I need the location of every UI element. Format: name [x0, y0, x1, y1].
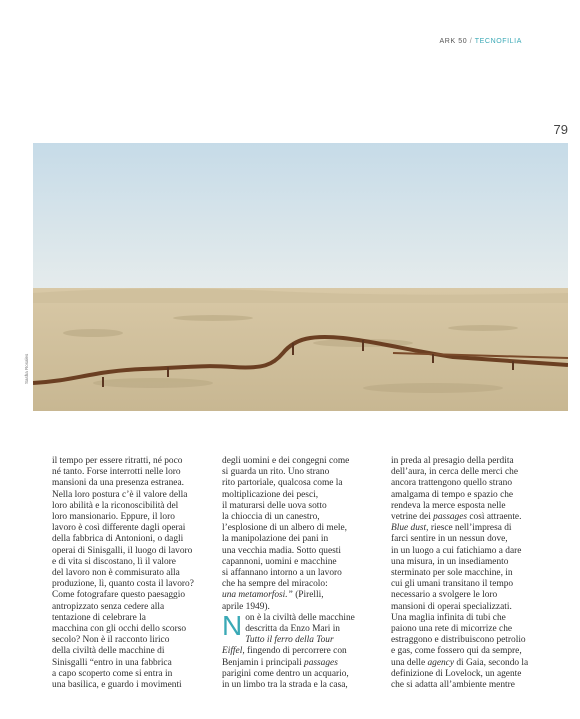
- drop-cap: N: [222, 609, 243, 641]
- desert-pipeline-photo: [33, 143, 568, 411]
- column-1-paragraph: il tempo per essere ritratti, né poco né tanto. Forse interrotti nelle loro mansioni da una presenza estranea. Nella loro postura c’è il valore della loro abilità e la riconoscibilità del loro mansionario. Eppure, il loro lavoro è così differente dagli operai della fabbrica di Antonioni, o dagli operai di Sinisgalli, il luogo di lavoro e di vita si discostano, lì il valore del lavoro non è commisurato alla produzione, lì, quanto costa il lavoro? Come fotografare questo paesaggio antropizzato senza cedere alla tentazione di celebrare la macchina con gli occhi dello scorso secolo? Non è il racconto lirico della civiltà delle macchine di Sinisgalli “entro in una fabbrica a capo scoperto come si entra in una basilica, e guardo i movimenti: [52, 456, 194, 691]
- photo-credit: Sasha Rosales: [24, 353, 29, 384]
- column-2-paragraph-1: degli uomini e dei congegni come si guarda un rito. Uno strano rito partoriale, qualcosa come la moltiplicazione dei pesci, il maturarsi delle uova sotto la chioccia di un canestro, l’esplosione di un albero di mele, la manipolazione dei pani in una vecchia madia. Sotto questi capannoni, uomini e macchine si affannano intorno a un lavoro che ha sempre del miracolo: una metamorfosi.” (Pirelli, aprile 1949).: [222, 456, 350, 612]
- page-number: 79: [553, 122, 568, 137]
- magazine-name: ARK 50: [439, 38, 468, 45]
- column-3-paragraph: in preda al presagio della perdita dell’aura, in cerca delle merci che ancora trattengono quello strano amalgama di tempo e spazio che rendeva la merce esposta nelle vetrine dei passages così attraente. Blue dust, riesce nell’impresa di farci sentire in un nessun dove, in un luogo a cui fatichiamo a dare una misura, in un insediamento sterminato per sole macchine, in cui gli umani transitano il tempo necessario a svolgere le loro mansioni di operai specializzati. Una maglia infinita di tubi che paiono una rete di micorrize che estraggono e distribuiscono petrolio e gas, come fossero qui da sempre, una delle agency di Gaia, secondo la definizione di Lovelock, un agente che si adatta all’ambiente mentre: [391, 456, 529, 691]
- header-separator: /: [469, 38, 473, 45]
- column-2-paragraph-2: N on è la civiltà delle macchine descritta da Enzo Mari in Tutto il ferro della Tour Eiffel, fingendo di percorrere con Benjamin i principali passages parigini come dentro un acquario, in un limbo tra la strada e la casa,: [222, 609, 355, 691]
- photo-illustration: [33, 143, 568, 411]
- desert-ground: [33, 288, 568, 411]
- text-column-2: [222, 456, 372, 691]
- running-header: [440, 38, 522, 45]
- text-column-3: [391, 456, 541, 691]
- sky: [33, 143, 568, 293]
- text-column-1: [52, 456, 202, 691]
- section-name: TECNOFILIA: [474, 38, 522, 45]
